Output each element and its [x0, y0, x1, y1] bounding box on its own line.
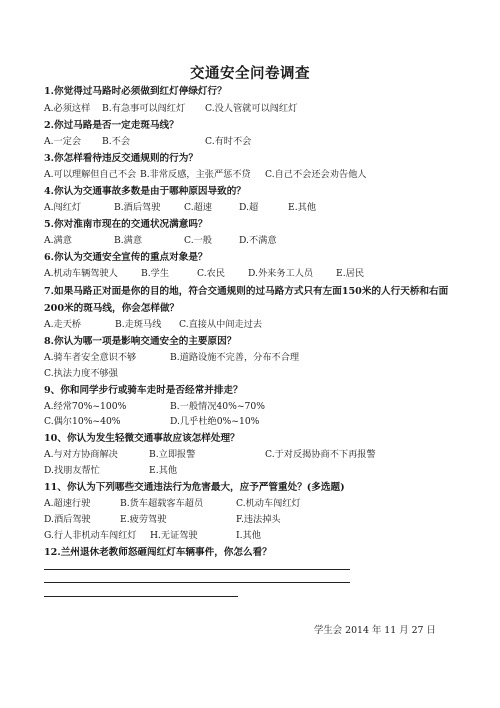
- option-q6-d: D.外来务工人员: [248, 268, 314, 279]
- option-q1-b: B.有急事可以闯红灯: [102, 103, 186, 114]
- option-q10-d: D.找朋友帮忙: [44, 465, 100, 476]
- answer-line-3[interactable]: [44, 596, 238, 597]
- option-q9-a: A.经常70%~100%: [44, 401, 127, 412]
- footer-signature: 学生会 2014 年 11 月 27 日: [314, 625, 436, 636]
- option-q11-g: G.行人非机动车闯红灯: [44, 530, 137, 541]
- option-q4-c: C.超速: [184, 202, 212, 213]
- option-q4-b: B.酒后驾驶: [114, 202, 161, 213]
- option-q9-b: B.一般情况40%~70%: [170, 401, 265, 412]
- option-q1-c: C.没人管就可以闯红灯: [205, 103, 298, 114]
- option-q10-a: A.与对方协商解决: [44, 449, 118, 460]
- option-q3-a: A.可以理解但自己不会: [44, 169, 137, 180]
- option-q10-b: B.立即报警: [149, 449, 196, 460]
- option-q8-b: B.道路设施不完善，分布不合理: [170, 352, 300, 363]
- question-3: 3.你怎样看待违反交通规则的行为？: [44, 153, 198, 164]
- option-q8-c: C.执法力度不够强: [44, 368, 118, 379]
- option-q2-b: B.不会: [102, 136, 131, 147]
- option-q3-b: B.非常反感，主张严惩不贷: [140, 169, 251, 180]
- option-q10-e: E.其他: [149, 465, 178, 476]
- option-q11-f: F.违法掉头: [236, 514, 281, 525]
- question-2: 2.你过马路是否一定走斑马线？: [44, 120, 179, 131]
- option-q10-c: C.于对反揭协商不下再报警: [265, 449, 376, 460]
- question-6: 6.你认为交通安全宣传的重点对象是？: [44, 252, 208, 263]
- option-q2-a: A.一定会: [44, 136, 82, 147]
- option-q11-e: E.疲劳驾驶: [120, 514, 167, 525]
- option-q5-b: B.满意: [114, 235, 143, 246]
- option-q8-a: A.骑车者安全意识不够: [44, 352, 137, 363]
- option-q6-c: C.农民: [197, 268, 225, 279]
- option-q2-c: C.有时不会: [205, 136, 252, 147]
- question-5: 5.你对淮南市现在的交通状况满意吗？: [44, 219, 208, 230]
- question-8: 8.你认为哪一项是影响交通安全的主要原因？: [44, 336, 237, 347]
- option-q7-c: C.直接从中间走过去: [179, 319, 263, 330]
- question-11: 11、你认为下列哪些交通违法行为危害最大，应予严管重处？(多选题): [44, 482, 345, 493]
- option-q5-c: C.一般: [184, 235, 212, 246]
- option-q5-a: A.满意: [44, 235, 72, 246]
- option-q11-h: H.无证驾驶: [150, 530, 198, 541]
- question-1: 1.你觉得过马路时必须做到红灯停绿灯行？: [44, 86, 227, 97]
- question-4: 4.你认为交通事故多数是由于哪种原因导致的？: [44, 186, 246, 197]
- option-q6-a: A.机动车辆驾驶人: [44, 268, 118, 279]
- option-q4-d: D.超: [239, 202, 259, 213]
- option-q11-i: I.其他: [236, 530, 261, 541]
- option-q6-b: B.学生: [141, 268, 170, 279]
- option-q11-b: B.货车超载客车超员: [120, 498, 204, 509]
- option-q11-c: C.机动车闯红灯: [236, 498, 301, 509]
- question-7: 7.如果马路正对面是你的目的地，符合交通规则的过马路方式只有左面150米的人行天桥和右面200米的斑马线，你会怎样做？: [44, 286, 449, 314]
- option-q6-e: E.居民: [336, 268, 365, 279]
- option-q9-c: C.偶尔10%~40%: [44, 416, 121, 427]
- option-q3-c: C.自己不会还会劝告他人: [265, 169, 367, 180]
- option-q9-d: D.几乎杜绝0%~10%: [170, 416, 260, 427]
- option-q1-a: A.必须这样: [44, 103, 91, 114]
- question-9: 9、你和同学步行或骑车走时是否经常并排走？: [44, 385, 243, 396]
- option-q7-a: A.走天桥: [44, 319, 82, 330]
- option-q11-d: D.酒后驾驶: [44, 514, 91, 525]
- answer-line-1[interactable]: [44, 569, 350, 570]
- option-q11-a: A.超速行驶: [44, 498, 91, 509]
- question-12: 12.兰州退休老教师怒砸闯红灯车辆事件，你怎么看？: [44, 547, 272, 558]
- document-title: 交通安全问卷调查: [190, 65, 310, 82]
- option-q4-e: E.其他: [288, 202, 317, 213]
- option-q5-d: D.不满意: [239, 235, 277, 246]
- question-10: 10、你认为发生轻微交通事故应该怎样处理？: [44, 433, 240, 444]
- option-q7-b: B.走斑马线: [115, 319, 162, 330]
- answer-line-2[interactable]: [44, 582, 350, 583]
- option-q4-a: A.闯红灯: [44, 202, 82, 213]
